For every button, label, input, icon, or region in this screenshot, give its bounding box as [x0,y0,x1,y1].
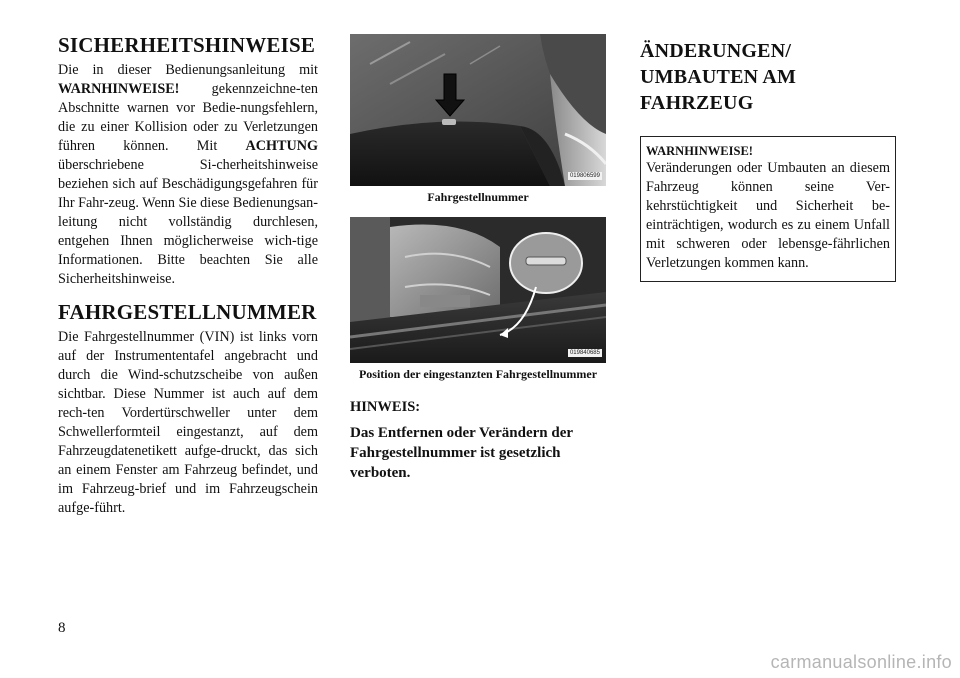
warning-word: WARNHINWEISE! [58,81,180,97]
note-label: HINWEIS: [350,399,421,415]
note-text: Das Entfernen oder Verändern der Fahrgestellnummer ist gesetzlich verboten. [350,425,573,481]
watermark: carmanualsonline.info [770,652,952,672]
left-column [58,34,318,518]
dashboard-vin-photo [350,34,606,186]
door-sill-illustration [350,217,606,363]
warning-title: WARNHINWEISE! [646,144,753,158]
vin-heading: FAHRGESTELLNUMMER [58,300,317,324]
safety-text-1: Die in dieser Bedienungsanleitung mit [58,62,318,78]
figure1-caption: Fahrgestellnummer [427,190,529,204]
warning-text: Veränderungen oder Umbauten an diesem Fahrzeug können seine Ver-kehrstüchtigkeit und Sicherheit be-einträchtigen, wodurch es zu einem Unfall mit schweren oder lebensge-fährlichen Verletzungen kommen kann. [646,160,890,271]
warning-box [640,136,896,282]
right-column [640,34,896,282]
safety-heading: SICHERHEITSHINWEISE [58,33,316,57]
figure-id: 019806599 [569,173,600,179]
caution-word: ACHTUNG [245,138,318,154]
safety-text-3: überschriebene Si-cherheitshinweise beziehen sich auf Beschädigungsgefahren für Ihr Fahr-zeug. Wenn Sie diese Bedienungsan-leitung nicht vollständig durchlesen, entgehen Ihnen möglicherweise wich-tige Informationen. Bitte beachten Sie alle Sicherheitshinweise. [58,157,318,287]
figure2-caption: Position der eingestanzten Fahrgestellnummer [358,367,598,381]
modifications-heading: ÄNDERUNGEN/ UMBAUTEN AM FAHRZEUG [640,40,797,114]
vin-paragraph: Die Fahrgestellnummer (VIN) ist links vorn auf der Instrumententafel angebracht und durch die Wind-schutzscheibe von außen sichtbar. Diese Nummer ist auch auf dem rech-ten Vordertürschweller unter dem Schwellerformteil eingestanzt, auf dem Fahrzeugdatenetikett aufge-druckt, das sich an einem Fenster am Fahrzeug befindet, und im Fahrzeug-brief und im Fahrzeugschein aufge-führt. [58,329,318,516]
dashboard-illustration [350,34,606,186]
figure-id: 019840685 [569,350,600,356]
safety-paragraph [58,61,318,289]
middle-column [350,34,606,483]
door-sill-vin-photo [350,217,606,363]
page-number: 8 [58,620,66,636]
safety-text-2: gekennzeichne-ten Abschnitte warnen vor Bedie-nungsfehlern, die zu einer Kollision oder zu Verletzungen führen können. Mit [58,81,318,154]
